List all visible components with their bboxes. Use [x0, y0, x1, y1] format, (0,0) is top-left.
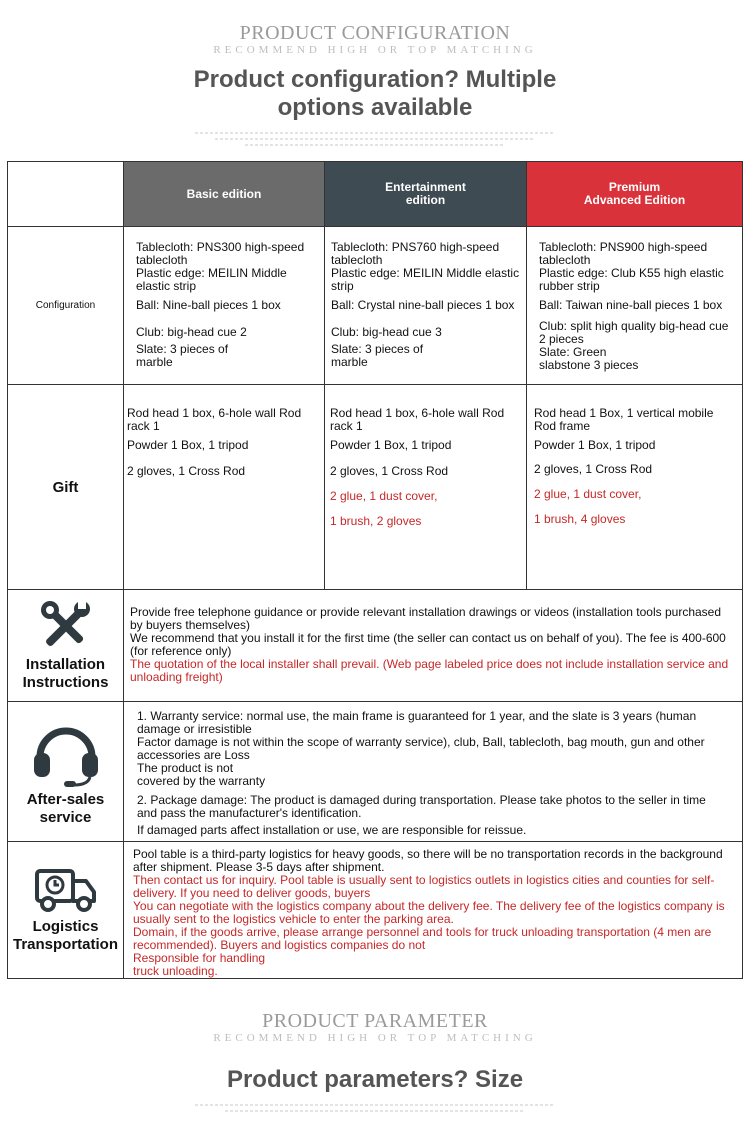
decorative-dotted-lines	[195, 1104, 555, 1112]
section-title-en: PRODUCT CONFIGURATION	[239, 22, 511, 44]
column-basic-edition: Basic edition	[124, 162, 325, 227]
after-sales-label: After-sales service	[8, 702, 124, 842]
gift-label: Gift	[8, 385, 124, 590]
section-subtitle: RECOMMEND HIGH OR TOP MATCHING	[213, 1032, 537, 1044]
tools-icon	[38, 600, 94, 652]
configuration-row	[8, 227, 743, 385]
configuration-label: Configuration	[8, 227, 124, 385]
after-sales-row	[8, 702, 743, 842]
decorative-dotted-lines	[195, 132, 555, 146]
config-entertainment-cell: Tablecloth: PNS760 high-speed tablecloth Plastic edge: MEILIN Middle elastic strip Ball: Crystal nine-ball pieces 1 box Club: big-head cue 3 Slate: 3 pieces of marble	[325, 227, 527, 385]
section-subtitle: RECOMMEND HIGH OR TOP MATCHING	[213, 44, 537, 56]
logistics-row	[8, 842, 743, 979]
installation-content: Provide free telephone guidance or provide relevant installation drawings or videos (installation tools purchased by buyers themselves) We recommend that you install it for the first time (the seller can contact us on behalf of you). The fee is 400-600 (for reference only) The quotation of the local installer shall prevail. (Web page labeled price does not include installation service and unloading freight)	[124, 590, 743, 702]
column-premium-edition: Premium Advanced Edition	[527, 162, 743, 227]
configuration-table	[7, 161, 743, 979]
installation-row	[8, 590, 743, 702]
installation-label: Installation Instructions	[8, 590, 124, 702]
config-premium-cell: Tablecloth: PNS900 high-speed tablecloth Plastic edge: Club K55 high elastic rubber strip Ball: Taiwan nine-ball pieces 1 box Club: split high quality big-head cue 2 pieces Slate: Green slabstone 3 pieces	[527, 227, 743, 385]
section-title-en: PRODUCT PARAMETER	[262, 1010, 488, 1032]
truck-icon	[34, 866, 98, 914]
logistics-label: Logistics Transportation	[8, 842, 124, 979]
gift-premium-cell: Rod head 1 Box, 1 vertical mobile Rod frame Powder 1 Box, 1 tripod 2 gloves, 1 Cross Rod 2 glue, 1 dust cover, 1 brush, 4 gloves	[527, 385, 743, 590]
table-header-row	[8, 162, 743, 227]
bottom-section-header	[0, 1010, 750, 1116]
column-entertainment-edition: Entertainment edition	[325, 162, 527, 227]
headset-icon	[30, 717, 102, 787]
empty-corner-cell	[8, 162, 124, 227]
section-headline: Product parameters? Size	[226, 1066, 524, 1093]
gift-row	[8, 385, 743, 590]
config-basic-cell: Tablecloth: PNS300 high-speed tablecloth Plastic edge: MEILIN Middle elastic strip Ball: Nine-ball pieces 1 box Club: big-head cue 2 Slate: 3 pieces of marble	[124, 227, 325, 385]
section-headline: Product configuration? Multiple options available	[193, 66, 557, 121]
top-section-header	[0, 22, 750, 150]
after-sales-content: 1. Warranty service: normal use, the main frame is guaranteed for 1 year, and the slate is 3 years (human damage or irresistible Factor damage is not within the scope of warranty service), club, Ball, tablecloth, bag mouth, gun and other accessories are Loss The product is not covered by the warranty 2. Package damage: The product is damaged during transportation. Please take photos to the seller in time and pass the manufacturer's identification. If damaged parts affect installation or use, we are responsible for reissue.	[124, 702, 743, 842]
gift-basic-cell: Rod head 1 box, 6-hole wall Rod rack 1 Powder 1 Box, 1 tripod 2 gloves, 1 Cross Rod	[124, 385, 325, 590]
gift-entertainment-cell: Rod head 1 box, 6-hole wall Rod rack 1 Powder 1 Box, 1 tripod 2 gloves, 1 Cross Rod 2 glue, 1 dust cover, 1 brush, 2 gloves	[325, 385, 527, 590]
logistics-content: Pool table is a third-party logistics for heavy goods, so there will be no transportation records in the background after shipment. Please 3-5 days after shipment. Then contact us for inquiry. Pool table is usually sent to logistics outlets in logistics cities and counties for self-delivery. If you need to deliver goods, buyers You can negotiate with the logistics company about the delivery fee. The delivery fee of the logistics company is usually sent to the logistics vehicle to enter the parking area. Domain, if the goods arrive, please arrange personnel and tools for truck unloading transportation (4 men are recommended). Buyers and logistics companies do not Responsible for handling truck unloading.	[124, 842, 743, 979]
